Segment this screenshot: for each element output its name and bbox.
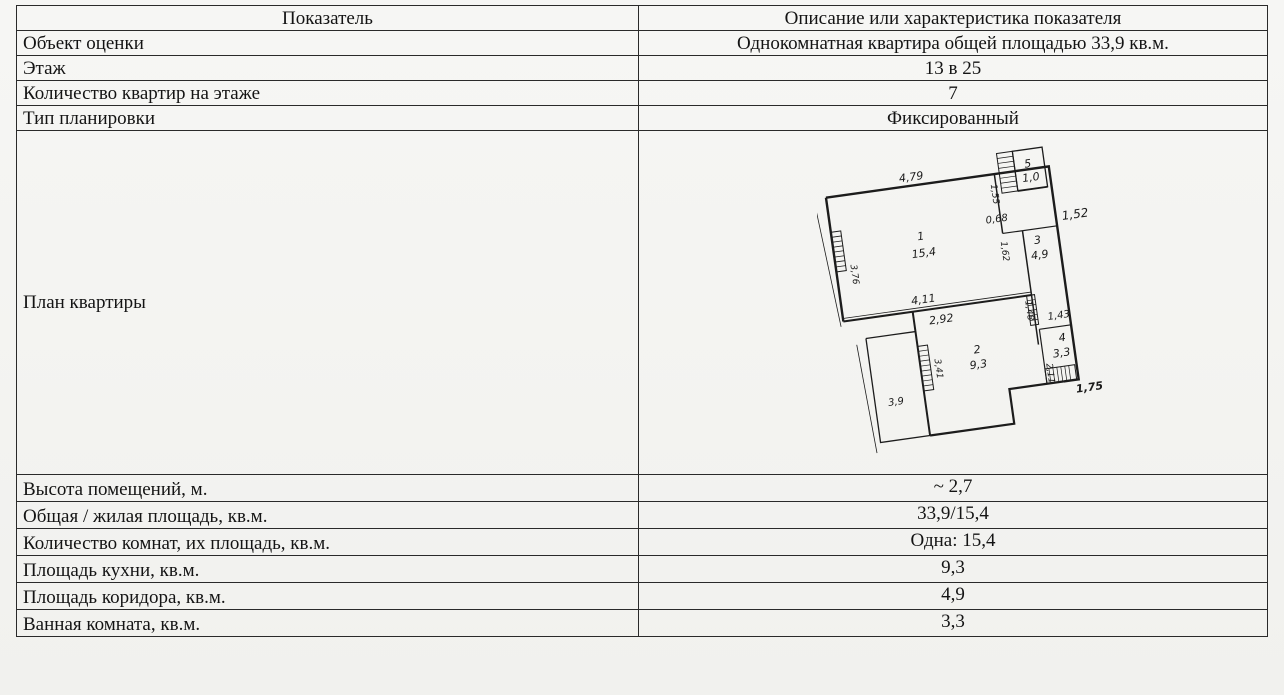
table-row <box>17 81 1268 106</box>
row-label-floor: Этаж <box>17 56 639 81</box>
table-row <box>17 610 1268 637</box>
floor-plan-drawing <box>817 137 1147 467</box>
row-value-floor: 13 в 25 <box>639 56 1268 81</box>
room-3-number: 3 <box>1033 233 1042 248</box>
dim-label-341: 3,41 <box>931 358 945 380</box>
dim-label-175: 1,75 <box>1075 379 1104 396</box>
outer-wall <box>925 381 1069 435</box>
dim-label-068: 0,68 <box>985 212 1009 227</box>
table-row-plan <box>17 131 1268 475</box>
table-row <box>17 475 1268 502</box>
row-value-corridor-area: 4,9 <box>639 583 1268 610</box>
dim-label-376: 3,76 <box>847 263 861 286</box>
row-label-layout-type: Тип планировки <box>17 106 639 131</box>
row-label-rooms-count: Количество комнат, их площадь, кв.м. <box>17 529 639 556</box>
room-5-area: 1,0 <box>1021 169 1041 186</box>
table-header-row <box>17 6 1268 31</box>
balcony-wall <box>866 332 930 443</box>
interior-wall <box>1003 226 1057 234</box>
dim-label-148: 1,48 <box>1022 299 1035 322</box>
row-value-total-living-area: 33,9/15,4 <box>639 502 1268 529</box>
room-4-area: 3,3 <box>1052 345 1072 361</box>
room-3-area: 4,9 <box>1030 247 1050 263</box>
row-label-object: Объект оценки <box>17 31 639 56</box>
room-4-number: 4 <box>1057 330 1067 345</box>
balcony-area: 3,9 <box>887 395 905 409</box>
outer-wall <box>826 166 1079 410</box>
room-5-number: 5 <box>1023 156 1033 171</box>
row-label-ceiling-height: Высота помещений, м. <box>17 475 639 502</box>
room-1-number: 1 <box>916 229 926 244</box>
row-label-kitchen-area: Площадь кухни, кв.м. <box>17 556 639 583</box>
table-row <box>17 31 1268 56</box>
table-row <box>17 583 1268 610</box>
apartment-spec-table <box>16 5 1268 637</box>
table-row <box>17 502 1268 529</box>
table-row <box>17 556 1268 583</box>
row-label-bathroom-area: Ванная комната, кв.м. <box>17 610 639 637</box>
header-description: Описание или характеристика показателя <box>639 6 1268 31</box>
row-value-ceiling-height: ~ 2,7 <box>639 475 1268 502</box>
header-indicator: Показатель <box>17 6 639 31</box>
dim-label-292: 2,92 <box>928 311 955 328</box>
interior-wall <box>1039 325 1071 329</box>
table-row <box>17 56 1268 81</box>
dim-label-152: 1,52 <box>1060 205 1090 223</box>
dim-label-155: 1,55 <box>987 183 1001 205</box>
dim-label-411: 4,11 <box>910 291 937 308</box>
row-label-plan: План квартиры <box>17 131 639 475</box>
dim-label-211: 2,11 <box>1043 362 1056 384</box>
interior-wall <box>1018 187 1048 191</box>
table-row <box>17 529 1268 556</box>
row-value-bathroom-area: 3,3 <box>639 610 1268 637</box>
table-row <box>17 106 1268 131</box>
row-label-corridor-area: Площадь коридора, кв.м. <box>17 583 639 610</box>
row-value-rooms-count: Одна: 15,4 <box>639 529 1268 556</box>
dim-label-162: 1,62 <box>997 240 1011 263</box>
row-value-object: Однокомнатная квартира общей площадью 33,9 кв.м. <box>639 31 1268 56</box>
row-value-layout-type: Фиксированный <box>639 106 1268 131</box>
room-1-area: 15,4 <box>910 244 937 262</box>
outer-edge <box>817 188 841 328</box>
dim-label-479: 4,79 <box>898 168 925 186</box>
floor-plan-cell <box>639 131 1268 475</box>
interior-wall <box>1022 231 1038 345</box>
room-2-area: 9,3 <box>968 356 988 373</box>
row-value-kitchen-area: 9,3 <box>639 556 1268 583</box>
room-2-number: 2 <box>972 342 982 357</box>
row-label-total-living-area: Общая / жилая площадь, кв.м. <box>17 502 639 529</box>
row-label-apartments-per-floor: Количество квартир на этаже <box>17 81 639 106</box>
balcony-wall <box>866 332 916 339</box>
row-value-apartments-per-floor: 7 <box>639 81 1268 106</box>
dim-label-143: 1,43 <box>1047 308 1071 323</box>
